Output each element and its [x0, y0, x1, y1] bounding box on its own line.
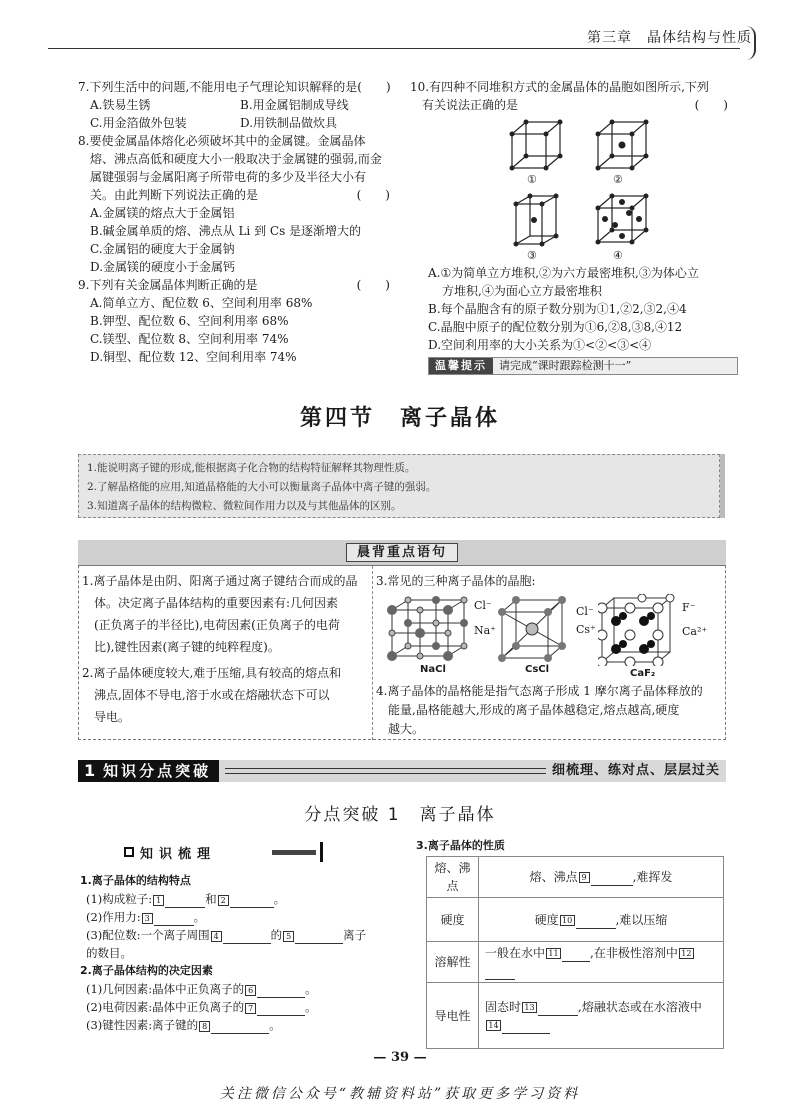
q8-option-c[interactable]: C.金属铝的硬度大于金属钠	[90, 242, 235, 256]
key-points-header	[78, 540, 726, 566]
q8-line3: 属键强弱与金属阳离子所带电荷的多少及半径大小有	[90, 170, 367, 184]
row-key: 硬度	[427, 898, 479, 942]
q10-line1: 10.有四种不同堆积方式的金属晶体的晶胞如图所示,下列	[410, 80, 709, 94]
warm-tip-tag: 温馨提示	[429, 358, 493, 374]
q9-option-a[interactable]: A.简单立方、配位数 6、空间利用率 68%	[90, 296, 313, 310]
blank-13[interactable]	[538, 1015, 578, 1016]
q8-line4: 关。由此判断下列说法正确的是 ( )	[90, 188, 390, 202]
q7-option-c[interactable]: C.用金箔做外包装	[90, 116, 187, 130]
q7-stem: 7.下列生活中的问题,不能用电子气理论知识解释的是( )	[78, 80, 391, 94]
key-points-right-4	[376, 682, 722, 739]
banner-title: 知识分点突破	[101, 760, 219, 782]
bullet-square-icon	[124, 847, 134, 857]
blank-14[interactable]	[502, 1033, 550, 1034]
cell-label-2: ②	[613, 173, 623, 186]
notes-item-1-1: (1)构成粒子: 1 和 2 。	[86, 892, 286, 906]
q10-options	[416, 264, 736, 354]
row-value: 熔、沸点 9 ,难挥发	[479, 857, 724, 898]
row-value: 固态时 13 ,熔融状态或在水溶液中 14	[479, 983, 724, 1049]
table-row	[427, 942, 724, 983]
cell-label-3: ③	[527, 249, 537, 262]
sorting-bar-end	[320, 842, 323, 862]
kp2-line: 导电。	[94, 710, 131, 724]
q8-option-d[interactable]: D.金属镁的硬度小于金属钙	[90, 260, 236, 274]
cscl-caption: CsCl	[525, 664, 550, 675]
kp2-line: 沸点,固体不导电,溶于水或在熔融状态下可以	[94, 688, 330, 702]
goal-item: 2.了解晶格能的应用,知道晶格能的大小可以衡量离子晶体中离子键的强弱。	[87, 481, 437, 493]
q9-option-b[interactable]: B.钾型、配位数 6、空间利用率 68%	[90, 314, 289, 328]
left-notes	[80, 872, 400, 1034]
notes-item-1-3: (3)配位数:一个离子周围 4 的 5 离子	[86, 928, 367, 942]
key-points-title: 晨背重点语句	[346, 543, 458, 562]
page-number: — 39 —	[373, 1050, 427, 1065]
kp2-line: 2.离子晶体硬度较大,难于压缩,具有较高的熔点和	[82, 666, 342, 680]
notes-item-2-3: (3)键性因素:离子键的 8 。	[86, 1018, 281, 1032]
banner-subtitle: 细梳理、练对点、层层过关	[551, 763, 720, 779]
header-ornament	[746, 26, 756, 60]
q9-answer-paren[interactable]: ( )	[356, 278, 390, 292]
blank-9[interactable]	[591, 885, 633, 886]
cell-simple-cubic	[508, 118, 564, 174]
key-points-divider	[372, 566, 373, 740]
warm-tip-text[interactable]: 请完成“课时跟踪检测十一”	[499, 358, 632, 372]
question-10	[410, 78, 728, 114]
sorting-bar	[272, 850, 316, 855]
q9-stem: 9.下列有关金属晶体判断正确的是 ( )	[78, 278, 390, 292]
cscl-cl-label: Cl⁻	[576, 605, 594, 618]
q10-option-a-cont: 方堆积,④为面心立方最密堆积	[442, 284, 602, 298]
row-key: 导电性	[427, 983, 479, 1049]
blank-11[interactable]	[562, 961, 590, 962]
kp4-line: 越大。	[388, 722, 425, 736]
cscl-lattice-figure	[496, 596, 576, 664]
blank-10[interactable]	[576, 928, 616, 929]
q10-line2: 有关说法正确的是 ( )	[422, 98, 728, 112]
properties-table	[426, 856, 724, 1049]
goal-item: 3.知道离子晶体的结构微粒、微粒间作用力以及与其他晶体的区别。	[87, 500, 402, 512]
q7-option-d[interactable]: D.用铁制品做炊具	[240, 116, 338, 130]
cell-body-centered	[594, 118, 650, 174]
nacl-cl-label: Cl⁻	[474, 599, 492, 612]
cscl-cs-label: Cs⁺	[576, 623, 596, 636]
blank-4[interactable]	[223, 943, 271, 944]
cell-hexagonal	[508, 192, 564, 252]
caf2-ca-label: Ca²⁺	[682, 625, 708, 638]
learning-goals	[78, 454, 720, 518]
sorting-title: 知识梳理	[140, 847, 217, 862]
kp1-line: 体。决定离子晶体结构的重要因素有:几何因素	[94, 596, 339, 610]
q8-line2: 熔、沸点高低和硬度大小一般取决于金属键的强弱,而金	[90, 152, 382, 166]
nacl-na-label: Na⁺	[474, 624, 496, 637]
row-key: 熔、沸点	[427, 857, 479, 898]
blank-8[interactable]	[211, 1033, 269, 1034]
chapter-header: 第三章 晶体结构与性质	[587, 30, 752, 46]
subsection-title: 分点突破 1 离子晶体	[304, 805, 496, 825]
key-points-left	[82, 570, 368, 728]
q10-answer-paren[interactable]: ( )	[694, 98, 728, 112]
notes-heading-2: 2.离子晶体结构的决定因素	[80, 964, 213, 977]
blank-2[interactable]	[230, 907, 274, 908]
q10-option-a[interactable]: A.①为简单立方堆积,②为六方最密堆积,③为体心立	[428, 266, 699, 280]
q10-option-b[interactable]: B.每个晶胞含有的原子数分别为①1,②2,③2,④4	[428, 302, 687, 316]
notes-item-1-3-cont: 的数目。	[86, 946, 132, 960]
nacl-lattice-figure	[384, 596, 484, 664]
table-row	[427, 983, 724, 1049]
notes-item-1-2: (2)作用力: 3 。	[86, 910, 206, 924]
kp1-line: 比),键性因素(离子键的纯粹程度)。	[94, 640, 280, 654]
warm-tip	[428, 357, 738, 375]
cell-label-1: ①	[527, 173, 537, 186]
kp4-line: 能量,晶格能越大,形成的离子晶体越稳定,熔点越高,硬度	[388, 703, 680, 717]
cell-face-centered	[594, 192, 650, 248]
row-value: 硬度 10 ,难以压缩	[479, 898, 724, 942]
notes-item-2-2: (2)电荷因素:晶体中正负离子的 7 。	[86, 1000, 317, 1014]
kp1-line: (正负离子的半径比),电荷因素(正负离子的电荷	[94, 618, 340, 632]
q8-answer-paren[interactable]: ( )	[356, 188, 390, 202]
questions-left	[78, 78, 390, 366]
goals-side-bar	[720, 454, 725, 518]
kp3-line: 3.常见的三种离子晶体的晶胞:	[376, 574, 536, 588]
caf2-f-label: F⁻	[682, 601, 696, 614]
knowledge-banner	[78, 760, 726, 782]
q8-line1: 8.要使金属晶体熔化必须破坏其中的金属键。金属晶体	[78, 134, 366, 148]
banner-rule	[225, 768, 546, 774]
q9-option-c[interactable]: C.镁型、配位数 8、空间利用率 74%	[90, 332, 289, 346]
q7-option-a[interactable]: A.铁易生锈	[90, 98, 151, 112]
goal-item: 1.能说明离子键的形成,能根据离子化合物的结构特征解释其物理性质。	[87, 462, 416, 474]
q8-option-a[interactable]: A.金属镁的熔点大于金属铝	[90, 206, 235, 220]
caf2-lattice-figure	[598, 594, 678, 666]
q7-option-b[interactable]: B.用金属铝制成导线	[240, 98, 349, 112]
table-row	[427, 857, 724, 898]
notes-item-2-1: (1)几何因素:晶体中正负离子的 6 。	[86, 982, 317, 996]
properties-title: 3.离子晶体的性质	[416, 839, 505, 852]
q10-option-d[interactable]: D.空间利用率的大小关系为①<②<③<④	[428, 338, 652, 352]
kp1-line: 1.离子晶体是由阴、阳离子通过离子键结合而成的晶	[82, 574, 358, 588]
cell-label-4: ④	[613, 249, 623, 262]
blank-5[interactable]	[295, 943, 343, 944]
footer-note: 关注微信公众号“教辅资料站”获取更多学习资料	[219, 1086, 581, 1102]
q10-option-c[interactable]: C.晶胞中原子的配位数分别为①6,②8,③8,④12	[428, 320, 683, 334]
banner-number: 1	[78, 760, 101, 782]
table-row	[427, 898, 724, 942]
kp4-line: 4.离子晶体的晶格能是指气态离子形成 1 摩尔离子晶体释放的	[376, 684, 703, 698]
notes-heading-1: 1.离子晶体的结构特点	[80, 874, 191, 887]
q7-options-ab	[78, 96, 390, 114]
nacl-caption: NaCl	[420, 664, 446, 675]
row-value: 一般在水中 11 ,在非极性溶剂中 12	[479, 942, 724, 983]
q8-option-b[interactable]: B.碱金属单质的熔、沸点从 Li 到 Cs 是逐渐增大的	[90, 224, 362, 238]
caf2-caption: CaF₂	[630, 668, 656, 679]
row-key: 溶解性	[427, 942, 479, 983]
section-title: 第四节 离子晶体	[299, 406, 500, 431]
blank-12[interactable]	[485, 979, 515, 980]
q9-option-d[interactable]: D.铜型、配位数 12、空间利用率 74%	[90, 350, 297, 364]
q7-options-cd	[78, 114, 390, 132]
key-points-right	[376, 570, 722, 592]
